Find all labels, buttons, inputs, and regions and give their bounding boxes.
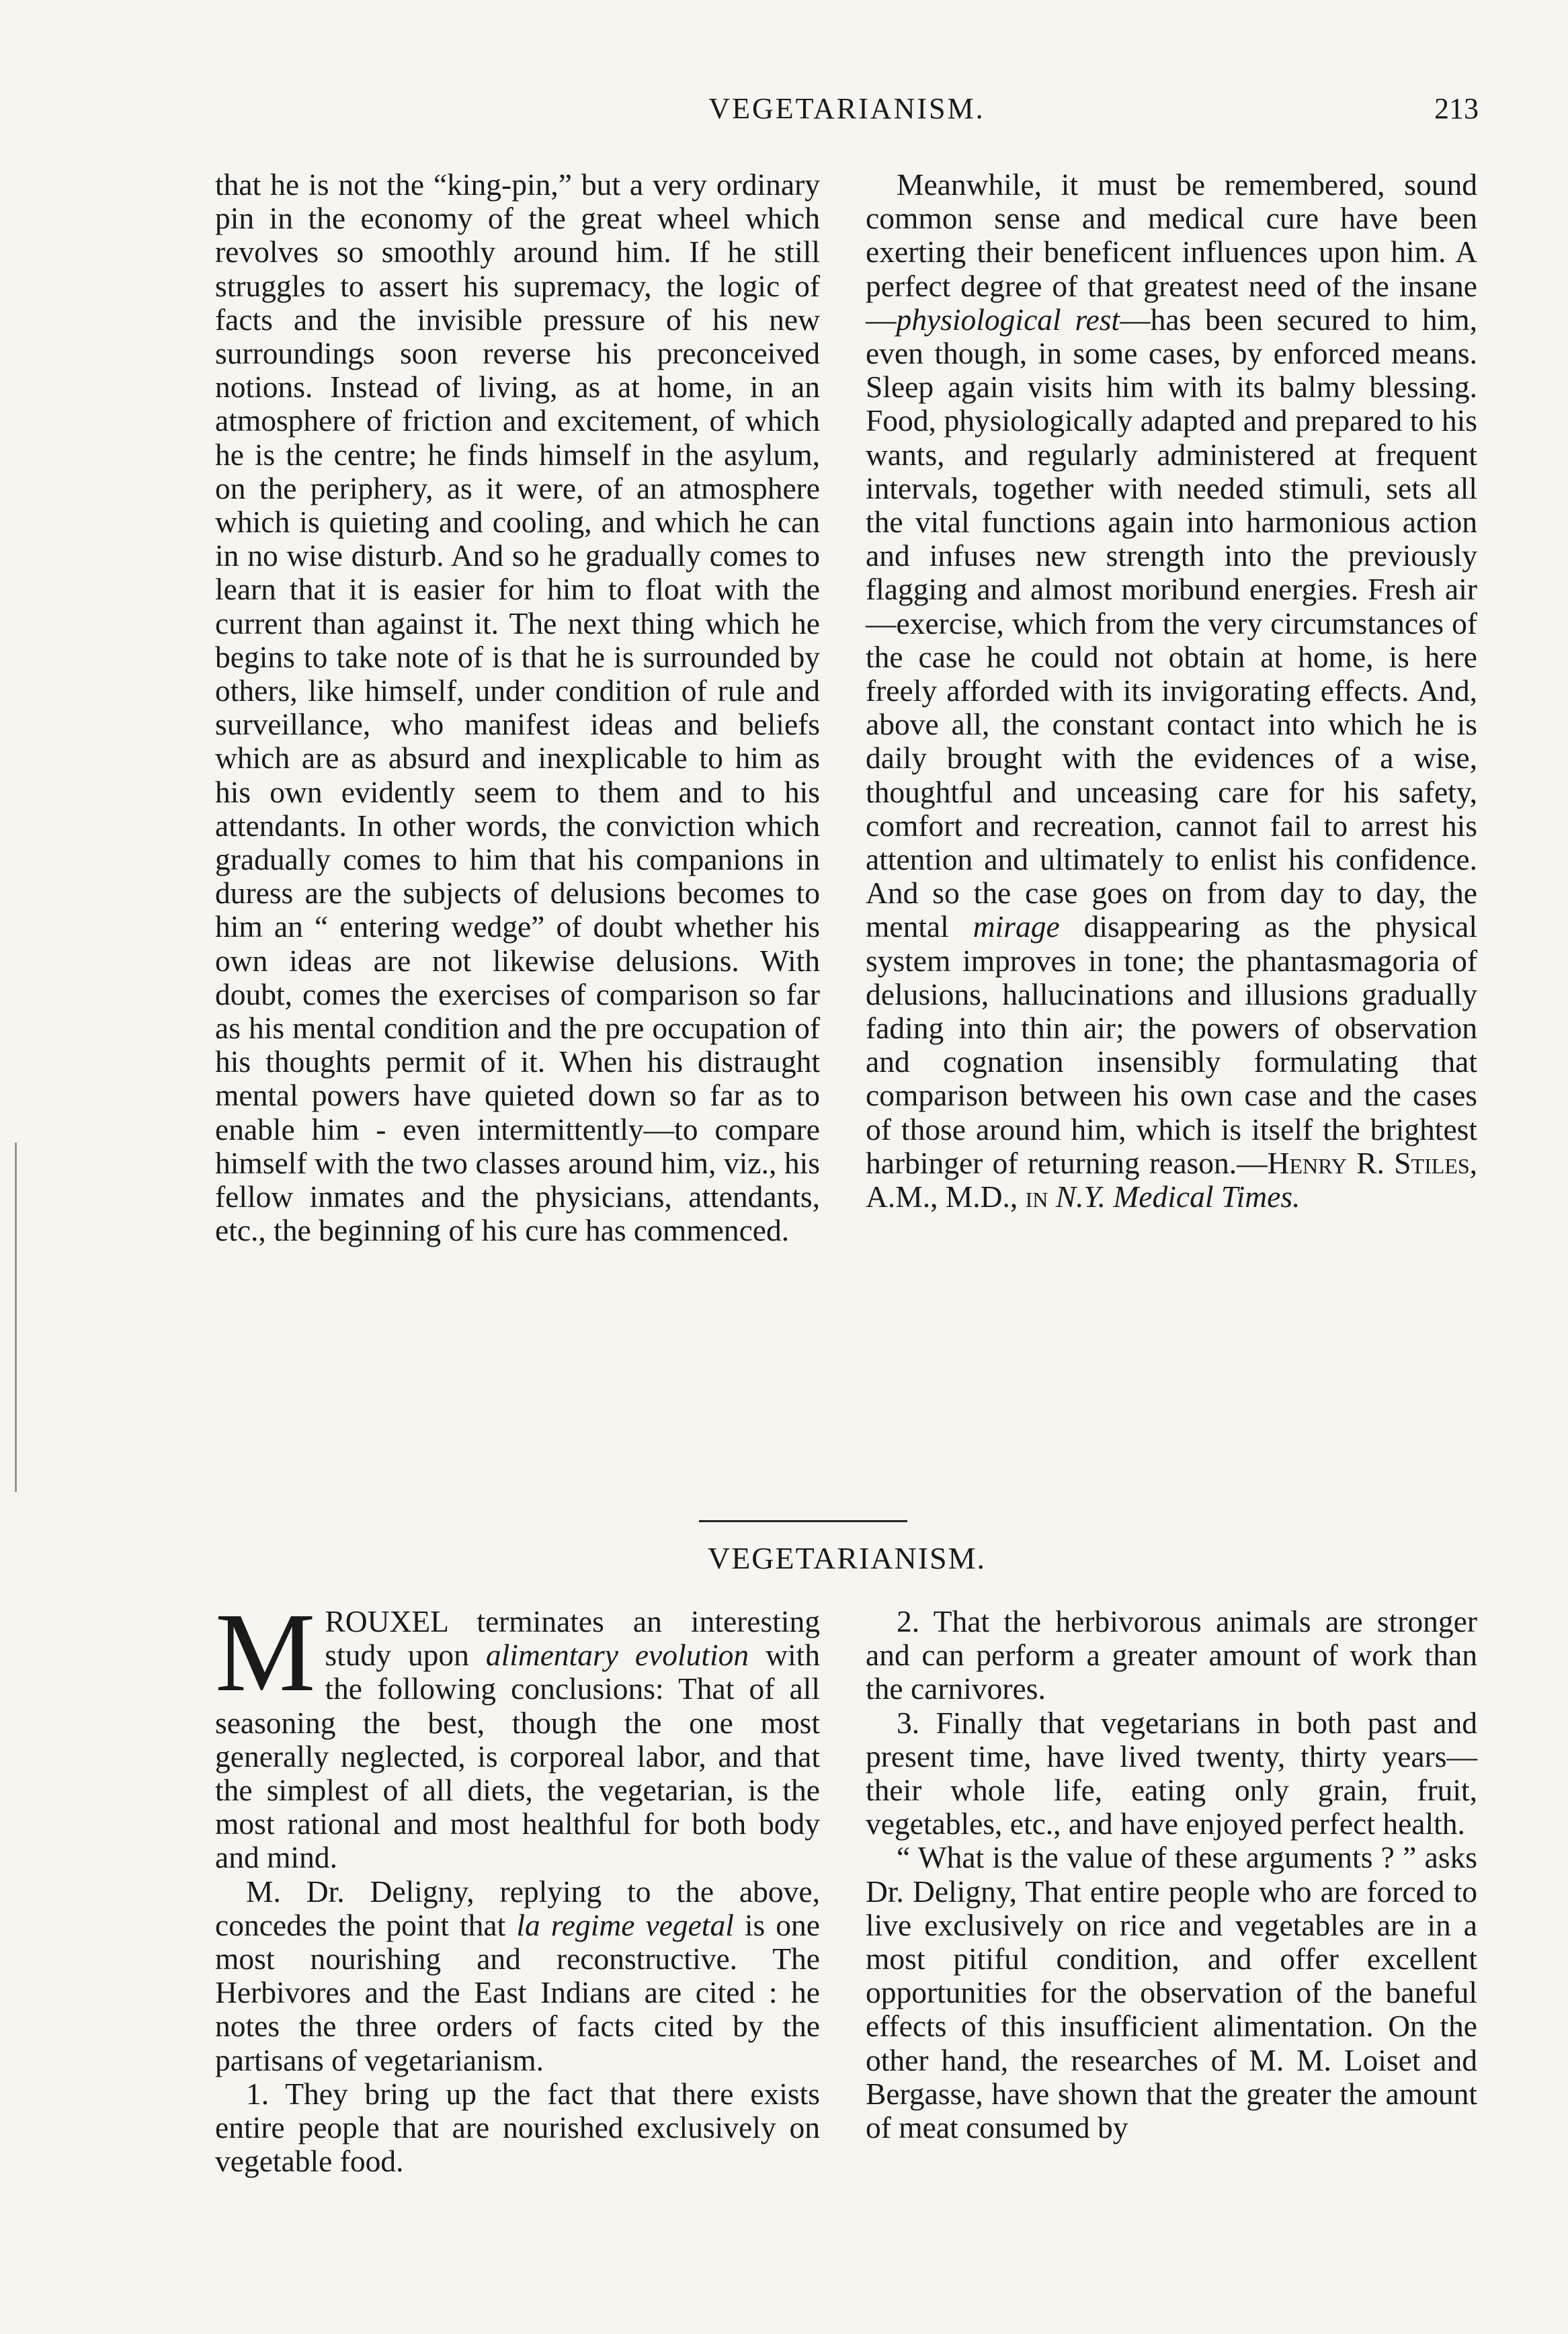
column-bottom-right	[866, 1605, 1477, 2317]
text-run: Meanwhile, it must be remembered, sound common sense and medical cure have been exerting their beneficent influences upon him. A perfect degree of that greatest need of the insane—	[866, 167, 1477, 337]
running-title: VEGETARIANISM.	[708, 92, 985, 125]
column-top-right	[866, 168, 1477, 1512]
text-run: with the following conclusions: That of all seasoning the best, though the one most generally neglected, is corporeal labor, and that the simplest of all diets, the vegetarian, is the most rational and most healthful for both body and mind.	[215, 1638, 820, 1875]
text-run: —has been secured to him, even though, in some cases, by enforced means. Sleep again visits him with its balmy blessing. Food, physiologically adapted and prepared to his wants, and regularly administered at frequent intervals, together with needed stimuli, sets all the vital functions again into harmonious action and infuses new strength into the previously flagging and almost moribund energies. Fresh air—exercise, which from the very circumstances of the case he could not obtain at home, is here freely afforded with its invigorating effects. And, above all, the constant contact into which he is daily brought with the evidences of a wise, thoughtful and unceasing care for his safety, comfort and recreation, cannot fail to arrest his attention and ultimately to enlist his confidence. And so the case goes on from day to day, the mental	[866, 302, 1477, 944]
italic-run: mirage	[973, 909, 1060, 944]
drop-cap: M	[215, 1590, 316, 1715]
journal-name: N.Y. Medical Times.	[1055, 1179, 1301, 1214]
italic-run: la regime vegetal	[516, 1907, 734, 1942]
article-title: VEGETARIANISM.	[707, 1541, 986, 1575]
continued-paragraph: that he is not the “king-pin,” but a very ordinary pin in the economy of the great wheel which revolves so smoothly around him. If he still struggles to assert his supremacy, the logic of facts and the invisible pressure of his new surroundings soon reverse his preconceived notions. Instead of living, as at home, in an atmosphere of friction and excitement, of which he is the centre; he finds himself in the asylum, on the periphery, as it were, of an atmosphere which is quieting and cooling, and which he can in no wise disturb. And so he gradually comes to learn that it is easier for him to float with the current than against it. The next thing which he begins to take note of is that he is surrounded by others, like himself, under condition of rule and surveillance, who manifest ideas and beliefs which are as absurd and inexplicable to him as his own evidently seem to them and to his attendants. In other words, the conviction which gradually comes to him that his companions in duress are the subjects of delusions becomes to him an “ entering wedge” of doubt whether his own ideas are not likewise delusions. With doubt, comes the exercises of comparison so far as his mental condition and the pre occupation of his thoughts permit of it. When his distraught mental powers have quieted down so far as to enable him - even intermittently—to compare himself with the two classes around him, viz., his fellow inmates and the physicians, attendants, etc., the beginning of his cure has commenced.	[215, 167, 820, 1248]
article-paragraph-3: 1. They bring up the fact that there exists entire people that are nourished exclusively on vegetable food.	[215, 2076, 820, 2179]
italic-run: alimentary evolution	[485, 1638, 749, 1673]
author-signature: Henry R. Stiles, A.M., M.D., in	[866, 1145, 1477, 1214]
column-bottom-left	[215, 1590, 820, 2317]
text-run: M. Dr. Deligny, replying to the above, concedes the point that	[215, 1874, 820, 1942]
running-head	[215, 91, 1479, 132]
italic-run: physiological rest	[896, 302, 1120, 337]
article-paragraph-1	[215, 1590, 820, 1875]
article-paragraph-6: “ What is the value of these arguments ? ” asks Dr. Deligny, That entire people who are forced to live exclusively on rice and vegetables are in a most pitiful condition, and offer excellent opportunities for the observation of the baneful effects of this insufficient alimentation. On the other hand, the researches of M. M. Loiset and Bergasse, have shown that the greater the amount of meat consumed by	[866, 1840, 1477, 2145]
article-paragraph-4: 2. That the herbivorous animals are stronger and can perform a greater amount of work than the carnivores.	[866, 1604, 1477, 1706]
text-run: is one most nourishing and reconstructive. The Herbivores and the East Indians are cited : he notes the three orders of facts cited by the partisans of vegetarianism.	[215, 1907, 820, 2077]
article-paragraph-2	[215, 1875, 820, 2077]
page-number: 213	[1434, 92, 1479, 125]
article-paragraph-5: 3. Finally that vegetarians in both past and present time, have lived twenty, thirty years—their whole life, eating only grain, fruit, vegetables, etc., and have enjoyed perfect health.	[866, 1705, 1477, 1841]
column-top-left	[215, 168, 820, 1499]
text-run: ROUXEL terminates an interesting study upon	[325, 1604, 820, 1673]
section-rule	[699, 1520, 907, 1522]
closing-paragraph	[866, 168, 1477, 1214]
text-run: disappearing as the physical system improves in tone; the phantasmagoria of delusions, hallucinations and illusions gradually fading into thin air; the powers of observation and cognation insensibly formulating that comparison between his own case and the cases of those around him, which is itself the brightest harbinger of returning reason.—	[866, 909, 1477, 1180]
margin-mark	[15, 1142, 21, 1492]
